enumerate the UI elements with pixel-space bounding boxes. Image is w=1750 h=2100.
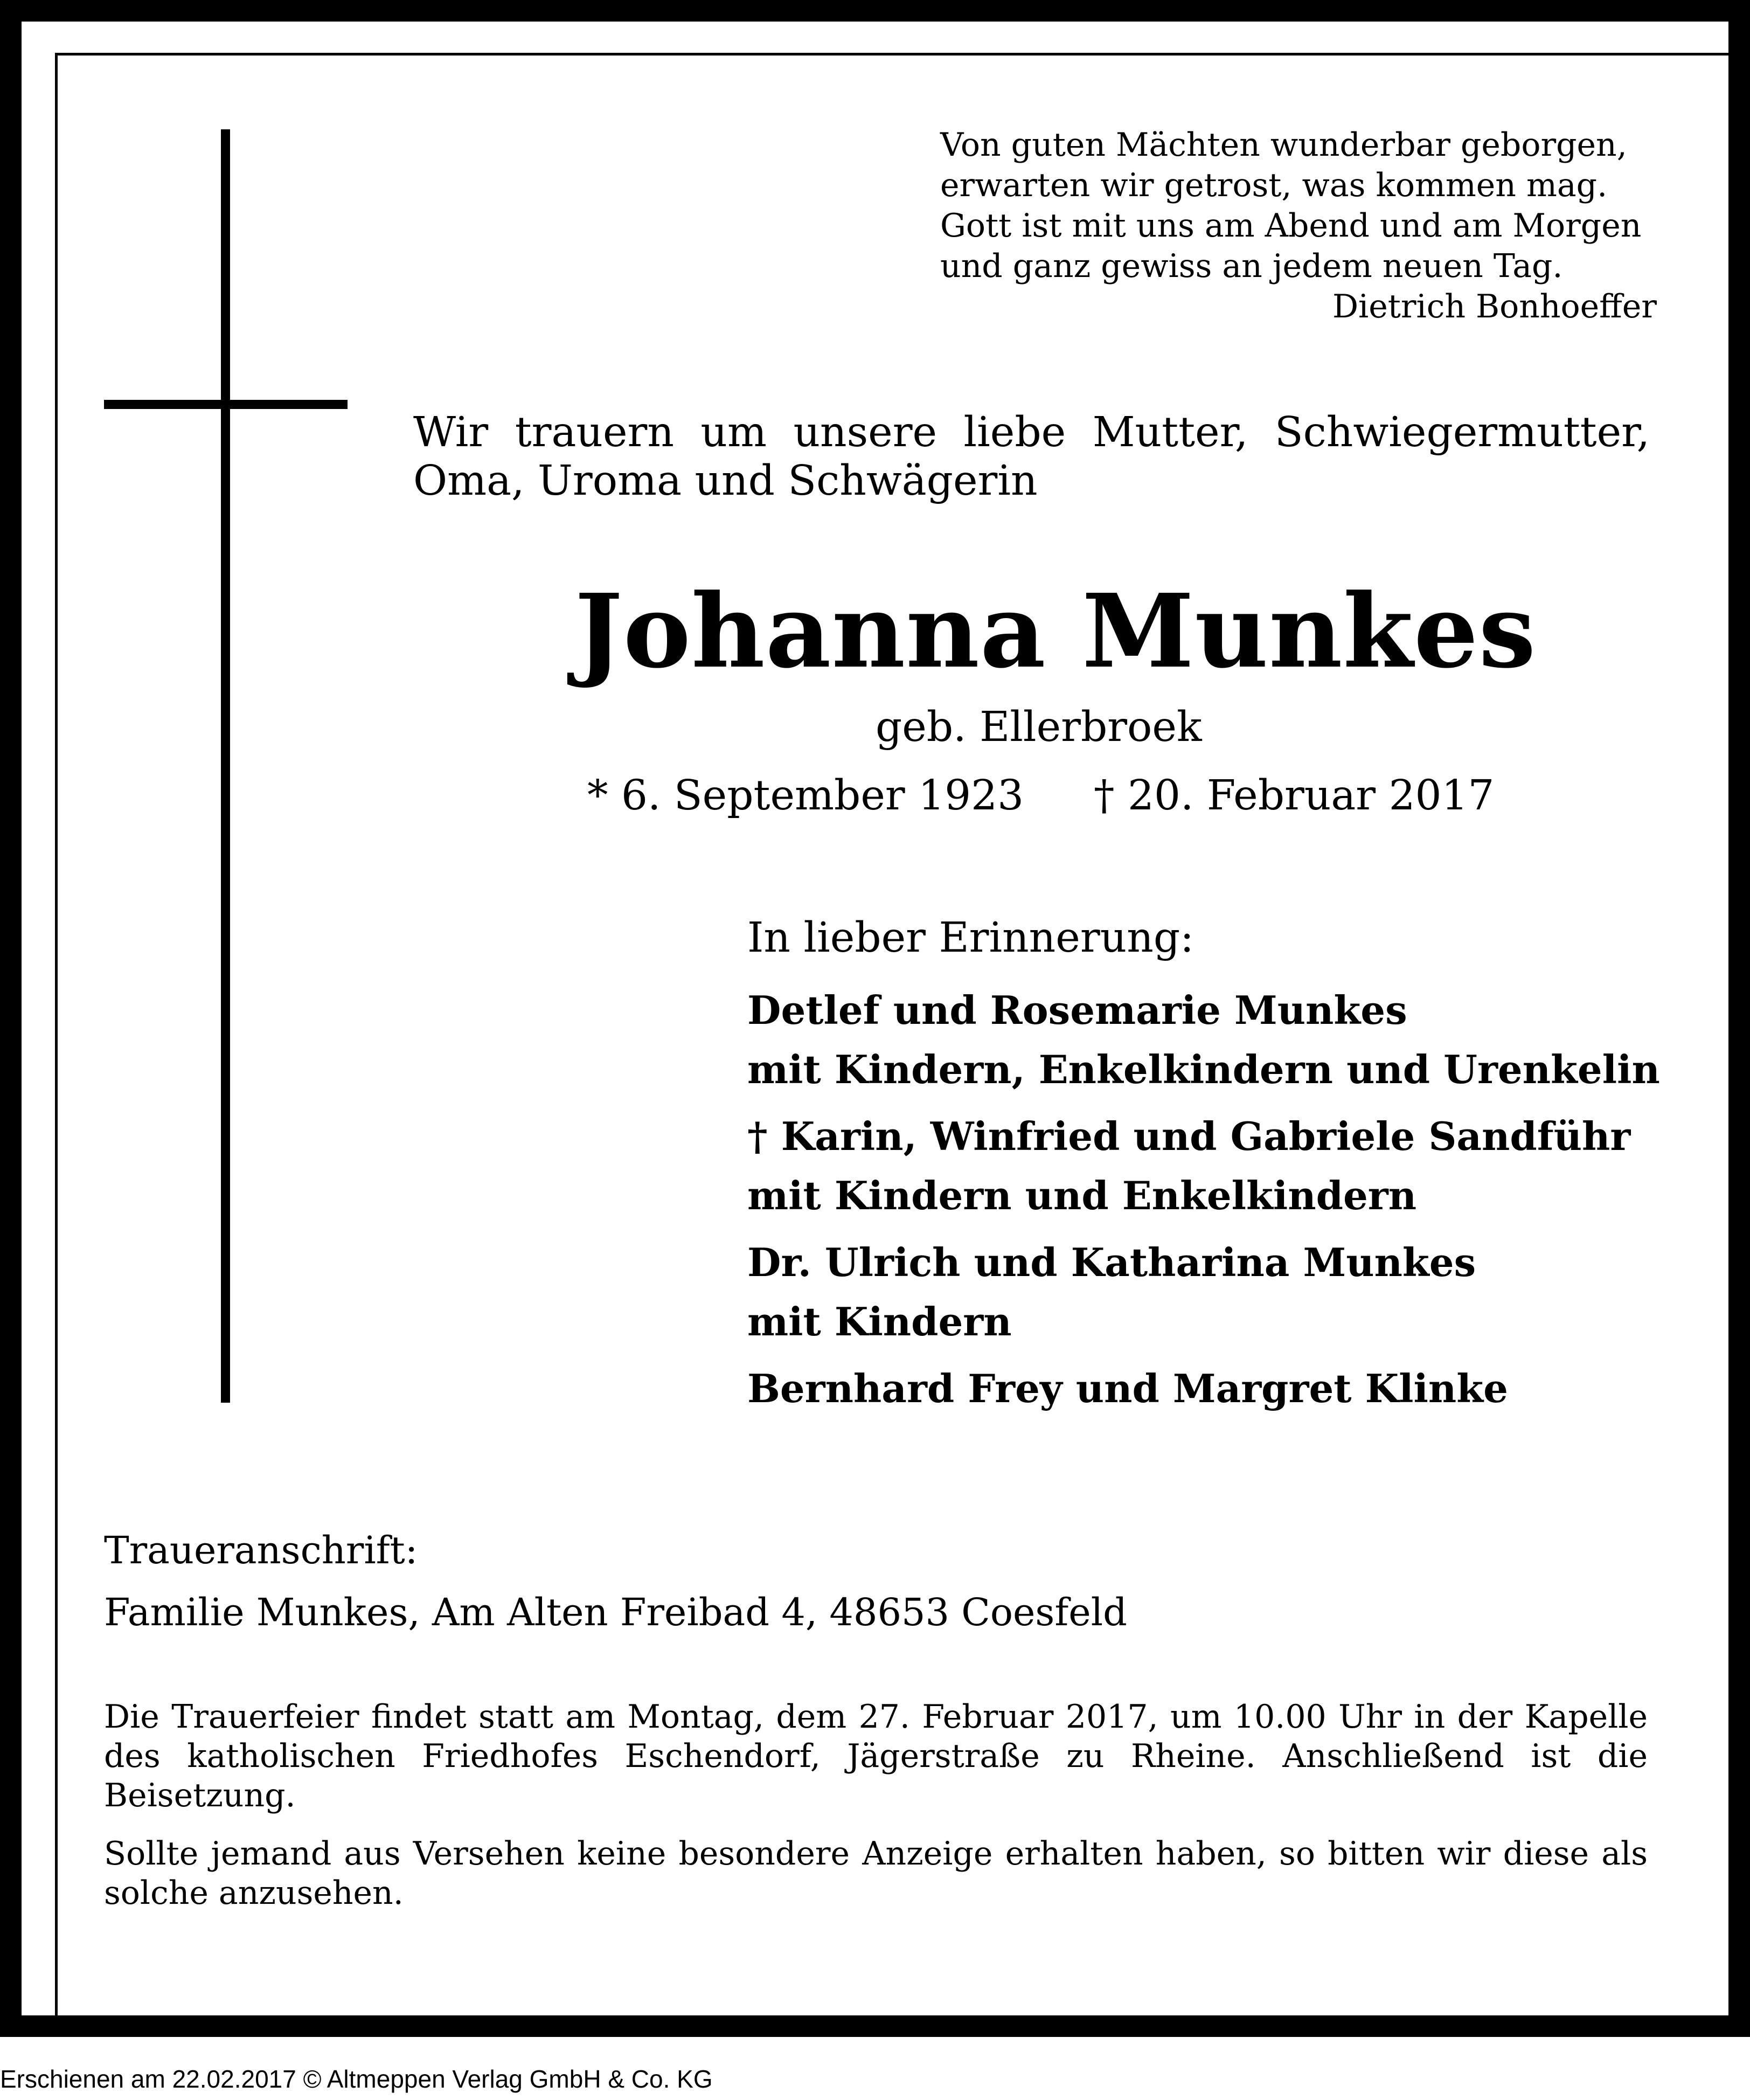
intro-line-2: Oma, Uroma und Schwägerin xyxy=(413,457,1038,505)
poem-line: erwarten wir getrost, was kommen mag. xyxy=(940,167,1608,204)
family-line: mit Kindern xyxy=(747,1299,1012,1344)
ceremony-notice: Die Trauerfeier findet statt am Montag, dem 27. Februar 2017, um 10.00 Uhr in der Kapelle des katholischen Friedhofes Eschendorf, Jägerstraße zu Rheine. Anschließend ist die Beisetzung. xyxy=(104,1698,1648,1814)
family-group xyxy=(747,981,1660,1099)
mourning-address xyxy=(104,1520,1127,1644)
cross-icon-vertical xyxy=(221,129,230,1403)
birth-date: * 6. September 1923 xyxy=(587,772,1024,820)
address-value: Familie Munkes, Am Alten Freibad 4, 48653 Coesfeld xyxy=(104,1590,1127,1634)
poem-line: Von guten Mächten wunderbar geborgen, xyxy=(940,126,1627,164)
family-line: Dr. Ulrich und Katharina Munkes xyxy=(747,1239,1476,1285)
death-date: † 20. Februar 2017 xyxy=(1094,772,1495,820)
family-line: mit Kindern, Enkelkindern und Urenkelin xyxy=(747,1046,1660,1092)
life-dates xyxy=(587,772,1495,820)
family-line: Bernhard Frey und Margret Klinke xyxy=(747,1366,1508,1411)
family-line: Detlef und Rosemarie Munkes xyxy=(747,987,1407,1033)
birth-name: geb. Ellerbroek xyxy=(876,703,1202,751)
publication-footer: Erschienen am 22.02.2017 © Altmeppen Verlag GmbH & Co. KG xyxy=(0,2065,713,2093)
cross-icon-horizontal xyxy=(104,400,348,409)
disclaimer-notice: Sollte jemand aus Versehen keine besondere Anzeige erhalten haben, so bitten wir diese als solche anzusehen. xyxy=(104,1835,1648,1912)
family-line: † Karin, Winfried und Gabriele Sandführ xyxy=(747,1113,1631,1159)
remembrance-label: In lieber Erinnerung: xyxy=(747,914,1195,962)
notice xyxy=(104,1697,1648,1932)
poem-author: Dietrich Bonhoeffer xyxy=(1332,288,1657,325)
family-list xyxy=(747,981,1660,1426)
family-group xyxy=(747,1359,1660,1418)
poem-line: und ganz gewiss an jedem neuen Tag. xyxy=(940,247,1563,285)
family-line: mit Kindern und Enkelkindern xyxy=(747,1173,1417,1218)
poem-line: Gott ist mit uns am Abend und am Morgen xyxy=(940,207,1642,245)
deceased-name: Johanna Munkes xyxy=(574,572,1537,691)
poem xyxy=(940,125,1657,327)
family-group xyxy=(747,1107,1660,1225)
intro-line-1: Wir trauern um unsere liebe Mutter, Schwiegermutter, xyxy=(413,408,1650,456)
family-group xyxy=(747,1233,1660,1352)
mourning-intro xyxy=(413,408,1650,505)
address-label: Traueranschrift: xyxy=(104,1528,418,1572)
